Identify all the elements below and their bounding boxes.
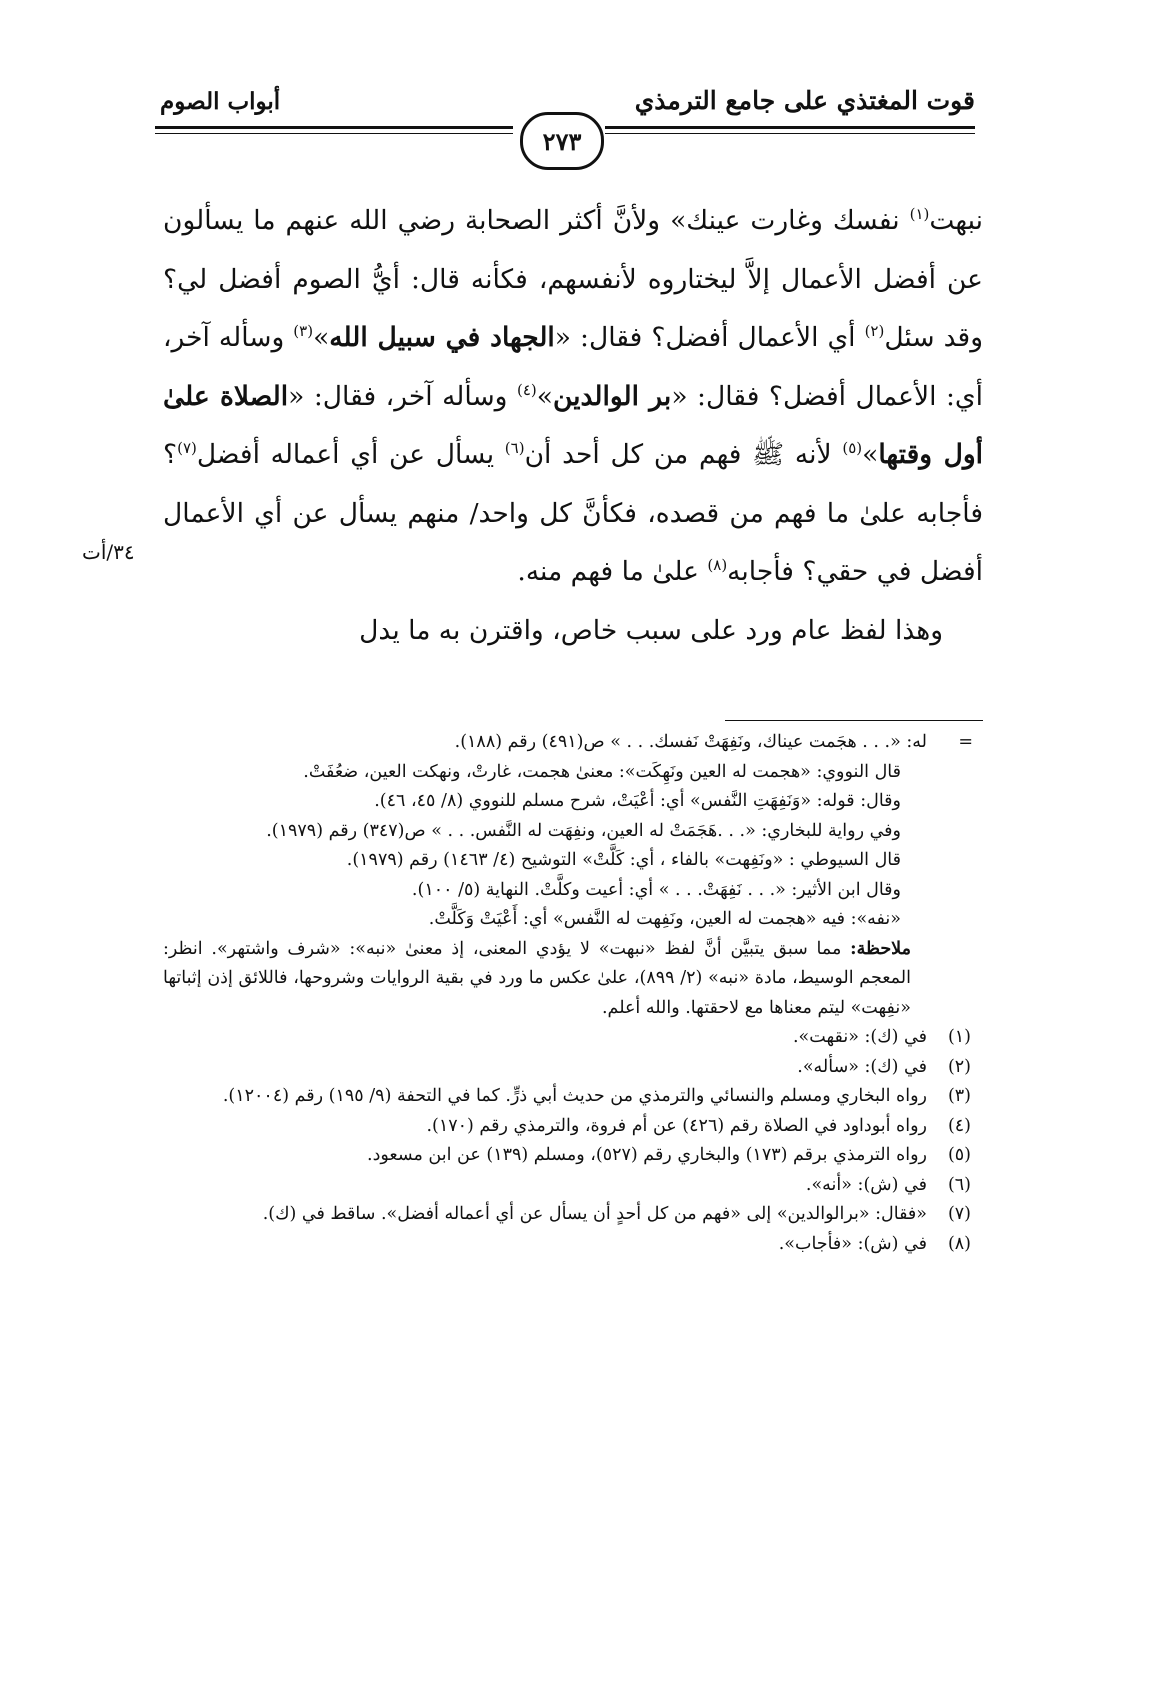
- footnote-continuation: قال النووي: «هجمت له العين ونَهِكَت»: معنىٰ هجمت، غارتْ، ونهكت العين، ضعُفَتْ.: [303, 761, 901, 782]
- footnote-continuation: «نفه»: فيه «هجمت له العين، ونَفِهت له النَّفس» أي: أَعْيَتْ وَكَلَّتْ.: [428, 909, 901, 929]
- footnote-ref[interactable]: (١): [909, 205, 930, 224]
- footnote-separator: [725, 720, 983, 721]
- footnote-number: (٥): [947, 1145, 971, 1165]
- footnote-continuation: قال السيوطي : «ونَفِهت» بالفاء ، أي: كَلَّتْ» التوشيح (٤/ ١٤٦٣) رقم (١٩٧٩).: [346, 850, 901, 870]
- header-rule-left-thin: [155, 133, 513, 134]
- footnote-item: (٨) في (ش): «فأجاب».: [163, 1230, 971, 1260]
- footnote-continuation: وقال: قوله: «وَنَفِهَتِ النَّفس» أي: أعْيَتْ، شرح مسلم للنووي (٨/ ٤٥، ٤٦).: [374, 791, 901, 811]
- footnote-ref[interactable]: (٨): [707, 556, 728, 575]
- hadith-quote: الصلاة علىٰ أول وقتها: [163, 380, 984, 470]
- hadith-quote: الجهاد في سبيل الله: [329, 322, 555, 353]
- footnote-ref[interactable]: (٧): [177, 439, 197, 458]
- footnote-item: (١) في (ك): «نقهت».: [163, 1023, 971, 1053]
- footnote-number: (٤): [947, 1115, 971, 1136]
- footnote-continuation: له: «. . . هجَمت عيناك، ونَفِهَتْ نَفسك. . . » ص(٤٩١) رقم (١٨٨).: [454, 732, 927, 752]
- footnote-continuation: وقال ابن الأثير: «. . . نَفِهَتْ. . . » أي: أعيت وكلَّتْ. النهاية (٥/ ١٠٠).: [411, 879, 901, 900]
- footnote-ref[interactable]: (٦): [504, 439, 525, 458]
- footnote-item: (٤) رواه أبوداود في الصلاة رقم (٤٢٦) عن أم فروة، والترمذي رقم (١٧٠).: [163, 1112, 971, 1142]
- footnote-ref[interactable]: (٥): [842, 439, 863, 458]
- remark-label: ملاحظة:: [850, 938, 911, 959]
- footnote-number: (٣): [947, 1086, 971, 1106]
- chapter-title: أبواب الصوم: [160, 88, 281, 115]
- header-rule-right-thin: [605, 133, 975, 134]
- footnote-number: (٦): [947, 1174, 971, 1195]
- footnote-number: (٨): [947, 1233, 971, 1254]
- footnote-remark: ملاحظة: مما سبق يتبيَّن أنَّ لفظ «نبهت» لا يؤدي المعنى، إذ معنىٰ «نبه»: «شرف واشتهر». انظر: المعجم الوسيط، مادة «نبه» (٢/ ٨٩٩)، علىٰ عكس ما ورد في بقية الروايات وشروحها، فاللائق إذن إثباتها «نفِهت» ليتم معناها مع لاحقتها. والله أعلم.: [163, 938, 911, 1018]
- footnote-ref[interactable]: (٤): [516, 380, 537, 399]
- footnote-number: (٢): [947, 1056, 971, 1077]
- footnote-continuation: وفي رواية للبخاري: «. . .هَجَمَتْ له العين، ونفِهَت له النَّفس. . . » ص(٣٤٧) رقم (١٩٧٩).: [266, 820, 901, 841]
- footnote-item: (٧) «فقال: «برالوالدين» إلى «فهم من كل أحدٍ أن يسأل عن أي أعماله أفضل». ساقط في (ك).: [163, 1200, 971, 1230]
- footnote-item: (٢) في (ك): «سأله».: [163, 1053, 971, 1083]
- footnote-number: (١): [947, 1027, 971, 1047]
- paragraph: نبهت$^{(١)}$ نفسك وغارت عينك» ولأنَّ أكثر الصحابة رضي الله عنهم ما يسألون عن أفضل الأعمال إلاَّ ليختاروه لأنفسهم، فكأنه قال: أيُّ الصوم أفضل لي؟ وقد سئل$^{(٢)}$ أي الأعمال أفضل؟ فقال: «الجهاد في سبيل الله»$^{(٣)}$ وسأله آخر، أي: الأعمال أفضل؟ فقال: «بر الوالدين»$^{(٤)}$ وسأله آخر، فقال: «الصلاة علىٰ أول وقتها»$^{(٥)}$ لأنه ﷺ فهم من كل أحد أن$^{(٦)}$ يسأل عن أي أعماله أفضل$^{(٧)}$؟ فأجابه علىٰ ما فهم من قصده، فكأنَّ كل واحد/ منهم يسأل عن أي الأعمال أفضل في حقي؟ فأجابه$^{(٨)}$ علىٰ ما فهم منه.: [163, 205, 984, 587]
- hadith-quote: بر الوالدين: [552, 380, 672, 412]
- footnote-item: (٣) رواه البخاري ومسلم والنسائي والترمذي من حديث أبي ذرٍّ. كما في التحفة (٩/ ١٩٥) رقم (١٢٠٠٤).: [163, 1082, 971, 1112]
- header-rule-left-thick: [155, 126, 513, 129]
- header-rule-right-thick: [605, 126, 975, 129]
- paragraph: وهذا لفظ عام ورد على سبب خاص، واقترن به ما يدل: [359, 614, 943, 646]
- continuation-mark: =: [958, 732, 973, 752]
- footnote-number: (٧): [947, 1204, 971, 1224]
- footnote-ref[interactable]: (٣): [293, 322, 314, 341]
- main-text: [163, 192, 983, 660]
- footnote-item: (٦) في (ش): «أنه».: [163, 1171, 971, 1201]
- page-number: ٢٧٣: [520, 112, 604, 170]
- book-title: قوت المغتذي على جامع الترمذي: [634, 86, 975, 115]
- footnote-item: (٥) رواه الترمذي برقم (١٧٣) والبخاري رقم (٥٢٧)، ومسلم (١٣٩) عن ابن مسعود.: [163, 1141, 971, 1171]
- footnotes: [163, 728, 971, 1259]
- manuscript-folio-note: ٣٤/أت: [82, 540, 135, 564]
- footnote-ref[interactable]: (٢): [864, 322, 885, 341]
